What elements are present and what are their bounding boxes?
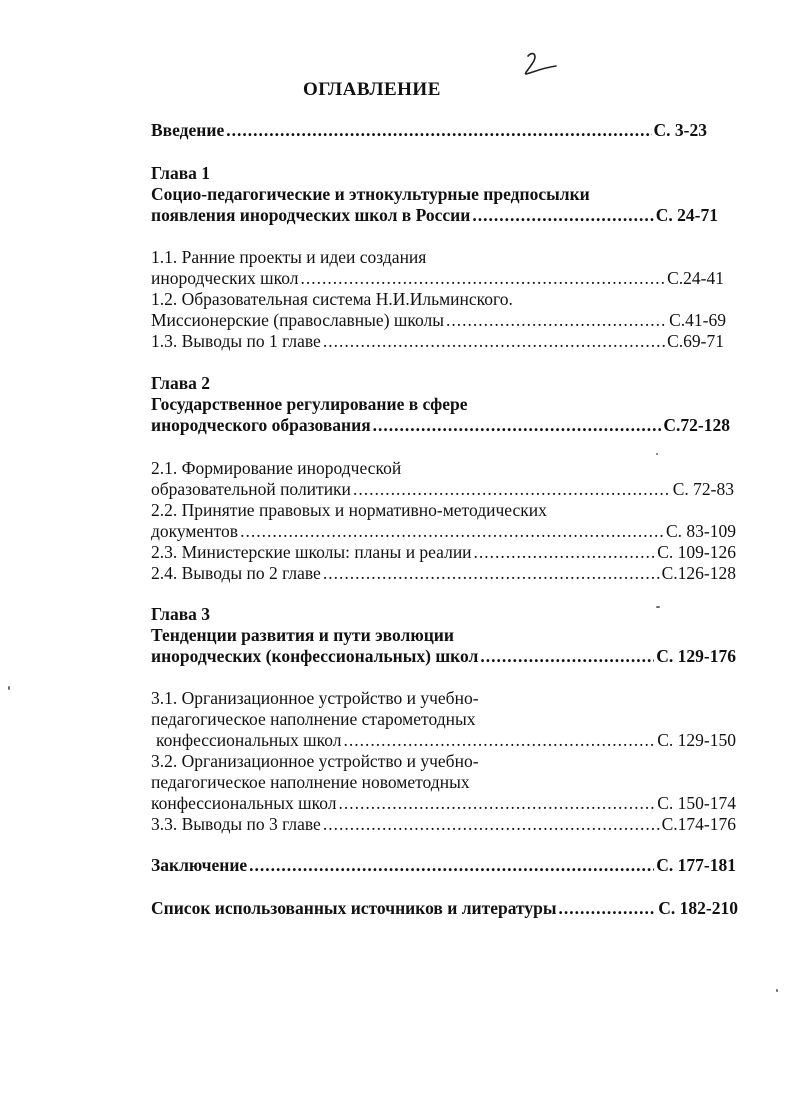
- toc-page: С.41-69: [669, 310, 726, 330]
- page-title: ОГЛАВЛЕНИЕ: [303, 79, 441, 100]
- toc-label: инородческого образования: [151, 415, 371, 435]
- toc-entry-section-3-2[interactable]: [151, 793, 736, 814]
- toc-entry-section-2-3[interactable]: [151, 542, 736, 563]
- toc-label: Список использованных источников и литературы: [151, 898, 557, 918]
- toc-label: 3.3. Выводы по 3 главе: [151, 814, 321, 834]
- toc-page: С.24-41: [667, 268, 724, 288]
- chapter-2-heading: Глава 2: [151, 373, 211, 393]
- toc-entry-section-2-4[interactable]: [151, 563, 736, 584]
- toc-page: С. 3-23: [653, 120, 707, 140]
- toc-page: С.174-176: [661, 814, 736, 834]
- leader-dots: [446, 310, 667, 331]
- section-1-1-line1: 1.1. Ранние проекты и идеи создания: [151, 247, 427, 267]
- toc-entry-references[interactable]: [151, 898, 738, 919]
- leader-dots: [344, 730, 656, 751]
- toc-page: С. 150-174: [657, 793, 736, 813]
- leader-dots: [323, 331, 665, 352]
- toc-page: С. 177-181: [656, 855, 736, 875]
- toc-page: С. 72-83: [672, 479, 734, 499]
- leader-dots: [480, 646, 654, 667]
- toc-label: конфессиональных школ: [156, 730, 342, 750]
- leader-dots: [559, 898, 657, 919]
- chapter-1-title: Социо-педагогические и этнокультурные предпосылки: [151, 184, 590, 204]
- toc-entry-section-2-2[interactable]: [151, 521, 736, 542]
- toc-entry-conclusion[interactable]: [151, 855, 736, 876]
- toc-label: инородческих школ: [151, 268, 299, 288]
- section-3-1-line1: 3.1. Организационное устройство и учебно-: [151, 688, 479, 708]
- toc-page: С. 129-150: [657, 730, 736, 750]
- toc-entry-chapter-2[interactable]: [151, 415, 730, 436]
- leader-dots: [323, 563, 660, 584]
- toc-label: инородческих (конфессиональных) школ: [151, 646, 479, 666]
- toc-page: С. 129-176: [656, 646, 736, 666]
- leader-dots: [339, 793, 656, 814]
- leader-dots: [323, 814, 660, 835]
- leader-dots: [240, 521, 664, 542]
- section-2-2-line1: 2.2. Принятие правовых и нормативно-методических: [151, 500, 547, 520]
- toc-label: 2.4. Выводы по 2 главе: [151, 563, 321, 583]
- toc-label: конфессиональных школ: [151, 793, 337, 813]
- toc-page: С.72-128: [663, 415, 730, 435]
- leader-dots: [226, 120, 651, 141]
- chapter-3-heading: Глава 3: [151, 604, 211, 624]
- toc-label: появления инородческих школ в России: [151, 205, 471, 225]
- toc-entry-section-1-3[interactable]: [151, 331, 724, 352]
- section-3-1-line2: педагогическое наполнение старометодных: [151, 709, 476, 729]
- toc-page: С. 24-71: [655, 205, 718, 225]
- toc-label: Миссионерские (православные) школы: [151, 310, 444, 330]
- toc-entry-chapter-1[interactable]: [151, 205, 718, 226]
- leader-dots: [249, 855, 654, 876]
- chapter-1-heading: Глава 1: [151, 163, 211, 183]
- toc-entry-section-1-2[interactable]: [151, 310, 726, 331]
- toc-entry-chapter-3[interactable]: [151, 646, 736, 667]
- handwritten-page-number: [520, 50, 560, 78]
- scan-speck: [656, 606, 660, 608]
- section-3-2-line2: педагогическое наполнение новометодных: [151, 772, 470, 792]
- toc-entry-intro[interactable]: [151, 120, 707, 141]
- leader-dots: [353, 479, 671, 500]
- toc-page: С. 83-109: [666, 521, 736, 541]
- toc-label: 1.3. Выводы по 1 главе: [151, 331, 321, 351]
- toc-page: С.69-71: [667, 331, 724, 351]
- scan-speck: [776, 989, 778, 992]
- toc-entry-section-1-1[interactable]: [151, 268, 724, 289]
- toc-label: документов: [151, 521, 239, 541]
- toc-entry-section-3-3[interactable]: [151, 814, 736, 835]
- leader-dots: [472, 205, 653, 226]
- toc-entry-section-2-1[interactable]: [151, 479, 734, 500]
- section-1-2-line1: 1.2. Образовательная система Н.И.Ильминского.: [151, 289, 513, 309]
- toc-page: С. 182-210: [658, 898, 738, 918]
- chapter-2-title: Государственное регулирование в сфере: [151, 394, 468, 414]
- scan-speck: [8, 686, 10, 690]
- leader-dots: [373, 415, 662, 436]
- chapter-3-title: Тенденции развития и пути эволюции: [151, 625, 454, 645]
- scan-speck: [656, 453, 658, 455]
- section-3-2-line1: 3.2. Организационное устройство и учебно-: [151, 751, 479, 771]
- toc-label: 2.3. Министерские школы: планы и реалии: [151, 542, 472, 562]
- toc-label: Введение: [151, 120, 225, 140]
- leader-dots: [474, 542, 656, 563]
- toc-entry-section-3-1[interactable]: [156, 730, 736, 751]
- leader-dots: [301, 268, 666, 289]
- toc-page: С.126-128: [661, 563, 736, 583]
- toc-page: С. 109-126: [657, 542, 736, 562]
- section-2-1-line1: 2.1. Формирование инородческой: [151, 458, 402, 478]
- toc-label: образовательной политики: [151, 479, 351, 499]
- toc-label: Заключение: [151, 855, 248, 875]
